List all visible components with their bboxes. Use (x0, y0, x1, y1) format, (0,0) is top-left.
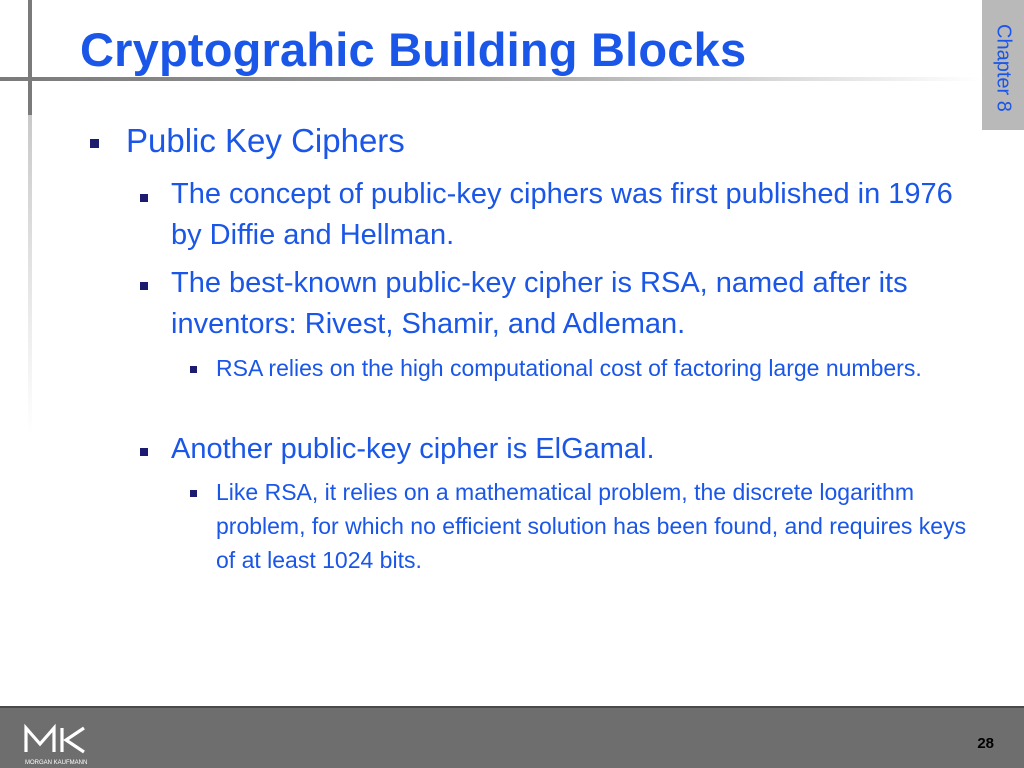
morgan-kaufmann-logo (22, 718, 102, 766)
chapter-label: Chapter 8 (992, 24, 1015, 112)
decorative-horizontal-line (0, 77, 980, 81)
chapter-tab (982, 0, 1024, 130)
bullet-square-icon (190, 490, 197, 497)
bullet-square-icon (140, 194, 148, 202)
footer-bar (0, 706, 1024, 768)
bullet-concept-published: The concept of public-key ciphers was first published in 1976 by Diffie and Hellman. (171, 178, 953, 251)
bullet-elgamal-discrete-log: Like RSA, it relies on a mathematical problem, the discrete logarithm problem, for which no efficient solution has been found, and requires keys of at least 1024 bits. (216, 479, 967, 573)
decorative-vertical-line (28, 0, 32, 115)
bullet-public-key-ciphers: Public Key Ciphers (126, 122, 405, 159)
bullet-square-icon (190, 366, 197, 373)
bullet-elgamal: Another public-key cipher is ElGamal. (171, 433, 655, 465)
bullet-rsa-factoring: RSA relies on the high computational cost of factoring large numbers. (216, 355, 922, 381)
bullet-square-icon (140, 282, 148, 290)
bullet-rsa: The best-known public-key cipher is RSA, named after its inventors: Rivest, Shamir, and Adleman. (171, 267, 908, 340)
logo-text: MORGAN KAUFMANN (25, 760, 88, 766)
bullet-square-icon (90, 139, 99, 148)
decorative-vertical-line-fade (28, 115, 32, 435)
bullet-square-icon (140, 448, 148, 456)
page-number: 28 (977, 735, 994, 752)
slide-title: Cryptograhic Building Blocks (80, 23, 747, 76)
